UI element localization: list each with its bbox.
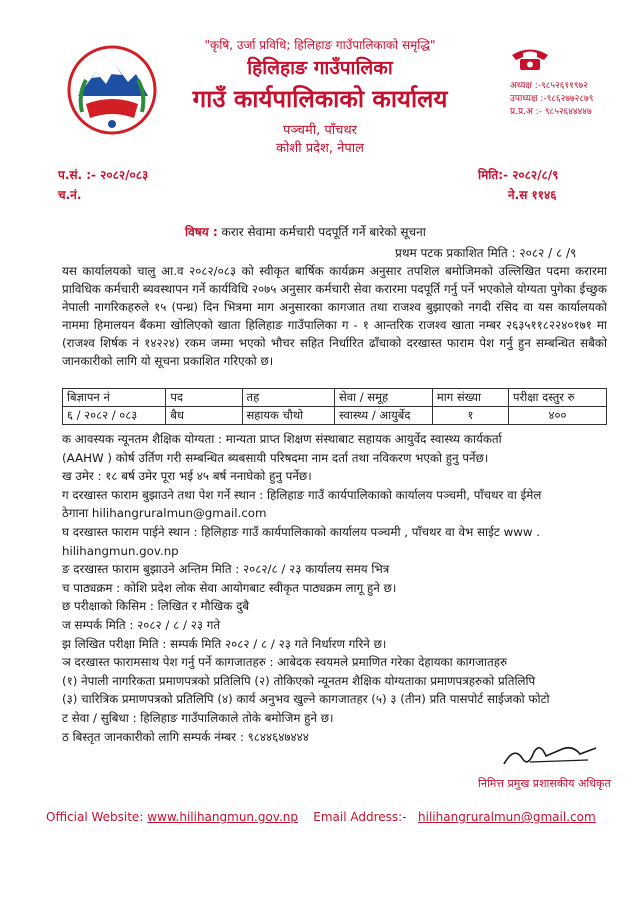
list-item: (३) चारित्रिक प्रमाणपत्रको प्रतिलिपि (४) कार्य अनुभव खुल्ने कागजातहर (५) ३ (तीन) प्रति पासपोर्ट साईजको फोटो bbox=[62, 692, 550, 707]
footer bbox=[46, 810, 596, 824]
list-item: (१) नेपाली नागरिकता प्रमाणपत्रको प्रतिलिपि (२) तोकिएको न्यूनतम शैक्षिक योग्यताका प्रमाणपत्रहरुको प्रतिलिपि bbox=[62, 673, 536, 688]
vacancy-table bbox=[62, 388, 607, 425]
list-item: ञ दरखास्त फारामसाथ पेश गर्नु पर्ने कागजातहरु : आबेदक स्वयमले प्रमाणित गरेका देहायका कागजातहरु bbox=[62, 655, 508, 670]
cell-ad-no: ६ / २०८२ / ०८३ bbox=[63, 407, 166, 425]
letter-date: मिति:- २०८२/८/९ bbox=[478, 168, 559, 182]
body-paragraph: यस कार्यालयको चालु आ.व २०८२/०८३ को स्वीकृत बार्षिक कार्यक्रम अनुसार तपशिल बमोजिमको उल्लिखित पदमा करारमा प्राविधिक कर्मचारी ब्यवस्थापन गर्ने कार्यविधि २०७५ अनुसार कर्मचारी सेवा करारमा पदपूर्ति गर्नु पर्ने भएकोले योग्यता पुगेका ईच्छुक नेपाली नागरिकहरुले १५ (पन्ध्र) दिन भित्रमा माग अनुसारका कागजात तथा राजश्व बुझाएको नगदी रसिद वा यस कार्यालयको नाममा हिमालयन बैंकमा खोलिएको खाता हिलिहाङ गाउँपालिका ग - १ आन्तरिक राजश्व खाता नम्बर २६३५११८२२४०१७१ मा (राजश्व शिर्षक नं १४२२४) रकम जम्मा भएको भौचर सहित निर्धारित ढाँचाको दरखास्त फाराम पेश गर्नु हुन सम्बन्धित सबैको जानकारीको लागि यो सूचना प्रकाशित गरिएको छ। bbox=[62, 264, 607, 368]
website-label: Official Website: bbox=[46, 810, 144, 824]
list-item: क आवस्यक न्यूनतम शैक्षिक योग्यता : मान्यता प्राप्त शिक्षण संस्थाबाट सहायक आयुर्वेद स्वास्थ्य कार्यकर्ता bbox=[62, 432, 502, 446]
list-item: च पाठ्यक्रम : कोशि प्रदेश लोक सेवा आयोगबाट स्वीकृत पाठ्यक्रम लागू हुने छ। bbox=[62, 580, 397, 595]
published-date: प्रथम पटक प्रकाशित मिति : २०८२ / ८ /९ bbox=[395, 246, 577, 260]
header-fee: परीक्षा दस्तुर रु bbox=[509, 389, 607, 407]
list-item: ज सम्पर्क मिति : २०८२ / ८ / २३ गते bbox=[62, 617, 221, 632]
dispatch-number: च.नं. bbox=[58, 188, 82, 202]
list-item: ठ बिस्तृत जानकारीको लागि सम्पर्क नंम्बर : ९८४४६४७४४४ bbox=[62, 729, 309, 744]
list-item: घ दरखास्त फाराम पाईने स्थान : हिलिहाङ गाउँ कार्यपालिकाको कार्यालय पञ्चमी , पाँचथर वा वेभ साईट www . bbox=[62, 524, 541, 539]
contact-cao: प्र.प्र.अ :- ९८५२६४४४४७ bbox=[510, 107, 592, 117]
letter-number: प.सं. :- २०८२/०८३ bbox=[58, 168, 149, 182]
table-row bbox=[63, 407, 607, 425]
list-item: hilihangmun.gov.np bbox=[62, 543, 179, 558]
email-link[interactable]: hilihangruralmun@gmail.com bbox=[418, 810, 596, 824]
cell-service-group: स्वास्थ्य / आयुर्बेद bbox=[334, 407, 432, 425]
nepal-sambat: ने.स ११४६ bbox=[508, 188, 557, 202]
list-item: झ लिखित परीक्षा मिति : सम्पर्क मिति २०८२ / ८ / २३ गते निर्धारण गरिने छ। bbox=[62, 636, 387, 651]
header-demand: माग संख्या bbox=[432, 389, 508, 407]
subject-label: विषय : bbox=[185, 225, 218, 239]
office-name: हिलिहाङ गाउँपालिका bbox=[247, 57, 393, 79]
slogan: "कृषि, उर्जा प्रविधि; हिलिहाङ गाउँपालिकाको समृद्धि" bbox=[204, 38, 436, 52]
list-item: ठेगाना hilihangruralmun@gmail.com bbox=[62, 506, 267, 521]
header-post: पद bbox=[166, 389, 242, 407]
contact-vice-chair: उपाध्यक्ष :-९८६२७७२८७९ bbox=[510, 94, 594, 104]
list-item: ट सेवा / सुबिधा : हिलिहाङ गाउँपालिकाले तोके बमोजिम हुने छ। bbox=[62, 710, 334, 725]
contact-chair: अध्यक्ष :-९८५२६११९७२ bbox=[510, 81, 588, 91]
subject-text: करार सेवामा कर्मचारी पदपूर्ति गर्ने बारेको सूचना bbox=[221, 225, 426, 239]
list-item: ङ दरखास्त फाराम बुझाउने अन्तिम मिति : २०८२/८ / २३ कार्यालय समय भित्र bbox=[62, 562, 390, 577]
list-item: ख उमेर : १८ बर्ष उमेर पूरा भई ४५ बर्ष ननाघेको हुनु पर्नेछ। bbox=[62, 469, 312, 484]
cell-post: बैध bbox=[166, 407, 242, 425]
list-item: ग दरखास्त फाराम बुझाउने तथा पेश गर्ने स्थान : हिलिहाङ गाउँ कार्यपालिकाको कार्यालय पञ्चमी, पाँचथर वा ईमेल bbox=[62, 487, 542, 502]
website-link[interactable]: www.hilihangmun.gov.np bbox=[147, 810, 299, 824]
subject-line bbox=[185, 223, 426, 240]
list-item: (AAHW ) कोर्ष उर्तिण गरी सम्बन्धित ब्यबसायी परिषदमा नाम दर्ता तथा नविकरण भएको हुनु पर्नेछ। bbox=[62, 450, 489, 465]
cell-level: सहायक चौथो bbox=[242, 407, 334, 425]
contact-numbers bbox=[510, 80, 593, 119]
table-header-row bbox=[63, 389, 607, 407]
cell-fee: ४०० bbox=[509, 407, 607, 425]
header-ad-no: बिज्ञापन नं bbox=[63, 389, 166, 407]
requirements-list bbox=[62, 430, 610, 746]
list-item: छ परीक्षाको किसिम : लिखित र मौखिक दुबै bbox=[62, 599, 250, 614]
header-service-group: सेवा / समूह bbox=[334, 389, 432, 407]
signatory-title: निमित्त प्रमुख प्रशासकीय अधिकृत bbox=[478, 777, 611, 790]
office-location: पञ्चमी, पाँचथर bbox=[282, 123, 357, 138]
email-label: Email Address:- bbox=[313, 810, 407, 824]
telephone-icon bbox=[510, 46, 550, 72]
signature bbox=[500, 740, 600, 770]
office-province: कोशी प्रदेश, नेपाल bbox=[276, 141, 364, 156]
office-title: गाउँ कार्यपालिकाको कार्यालय bbox=[192, 85, 448, 113]
header-level: तह bbox=[242, 389, 334, 407]
cell-demand: १ bbox=[432, 407, 508, 425]
